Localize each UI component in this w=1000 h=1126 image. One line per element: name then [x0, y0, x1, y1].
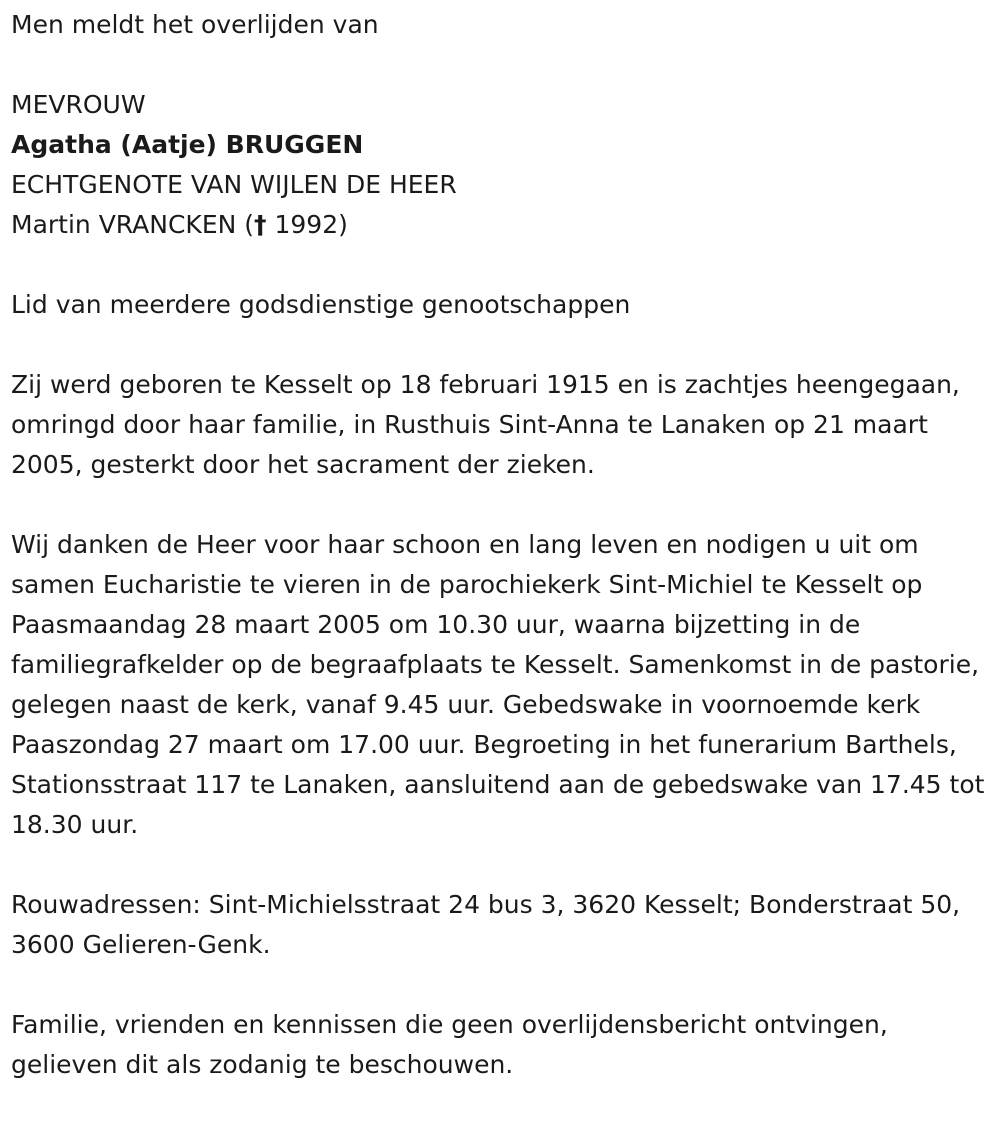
- cross-icon: †: [254, 210, 267, 239]
- spouse-name: Martin VRANCKEN (: [11, 210, 255, 239]
- deceased-name: Agatha (Aatje) BRUGGEN: [11, 130, 364, 159]
- birth-death-paragraph: Zij werd geboren te Kesselt op 18 februari 1915 en is zachtjes heengegaan, omringd door haar familie, in Rusthuis Sint-Anna te Lanaken op 21 maart 2005, gesterkt door het sacrament der zieken.: [11, 370, 960, 479]
- addresses-paragraph: Rouwadressen: Sint-Michielsstraat 24 bus 3, 3620 Kesselt; Bonderstraat 50, 3600 Gelieren-Genk.: [11, 890, 961, 959]
- spouse-death-year: 1992: [274, 210, 339, 239]
- spacer: [11, 965, 991, 1005]
- obituary-notice: [11, 5, 991, 1085]
- spouse-label: ECHTGENOTE VAN WIJLEN DE HEER: [11, 170, 457, 199]
- service-paragraph: Wij danken de Heer voor haar schoon en lang leven en nodigen u uit om samen Eucharistie te vieren in de parochiekerk Sint-Michiel te Kesselt op Paasmaandag 28 maart 2005 om 10.30 uur, waarna bijzetting in de familiegrafkelder op de begraafplaats te Kesselt. Samenkomst in de pastorie, gelegen naast de kerk, vanaf 9.45 uur. Gebedswake in voornoemde kerk Paaszondag 27 maart om 17.00 uur. Begroeting in het funerarium Barthels, Stationsstraat 117 te Lanaken, aansluitend aan de gebedswake van 17.45 tot 18.30 uur.: [11, 530, 985, 839]
- spacer: [11, 45, 991, 85]
- spacer: [11, 485, 991, 525]
- spacer: [11, 245, 991, 285]
- spouse-line-close: ): [338, 210, 348, 239]
- membership-line: Lid van meerdere godsdienstige genootschappen: [11, 290, 631, 319]
- honorific: MEVROUW: [11, 90, 146, 119]
- intro-line: Men meldt het overlijden van: [11, 10, 379, 39]
- spacer: [11, 325, 991, 365]
- spouse-line: [11, 205, 991, 245]
- closing-paragraph: Familie, vrienden en kennissen die geen overlijdensbericht ontvingen, gelieven dit als zodanig te beschouwen.: [11, 1010, 888, 1079]
- spacer: [11, 845, 991, 885]
